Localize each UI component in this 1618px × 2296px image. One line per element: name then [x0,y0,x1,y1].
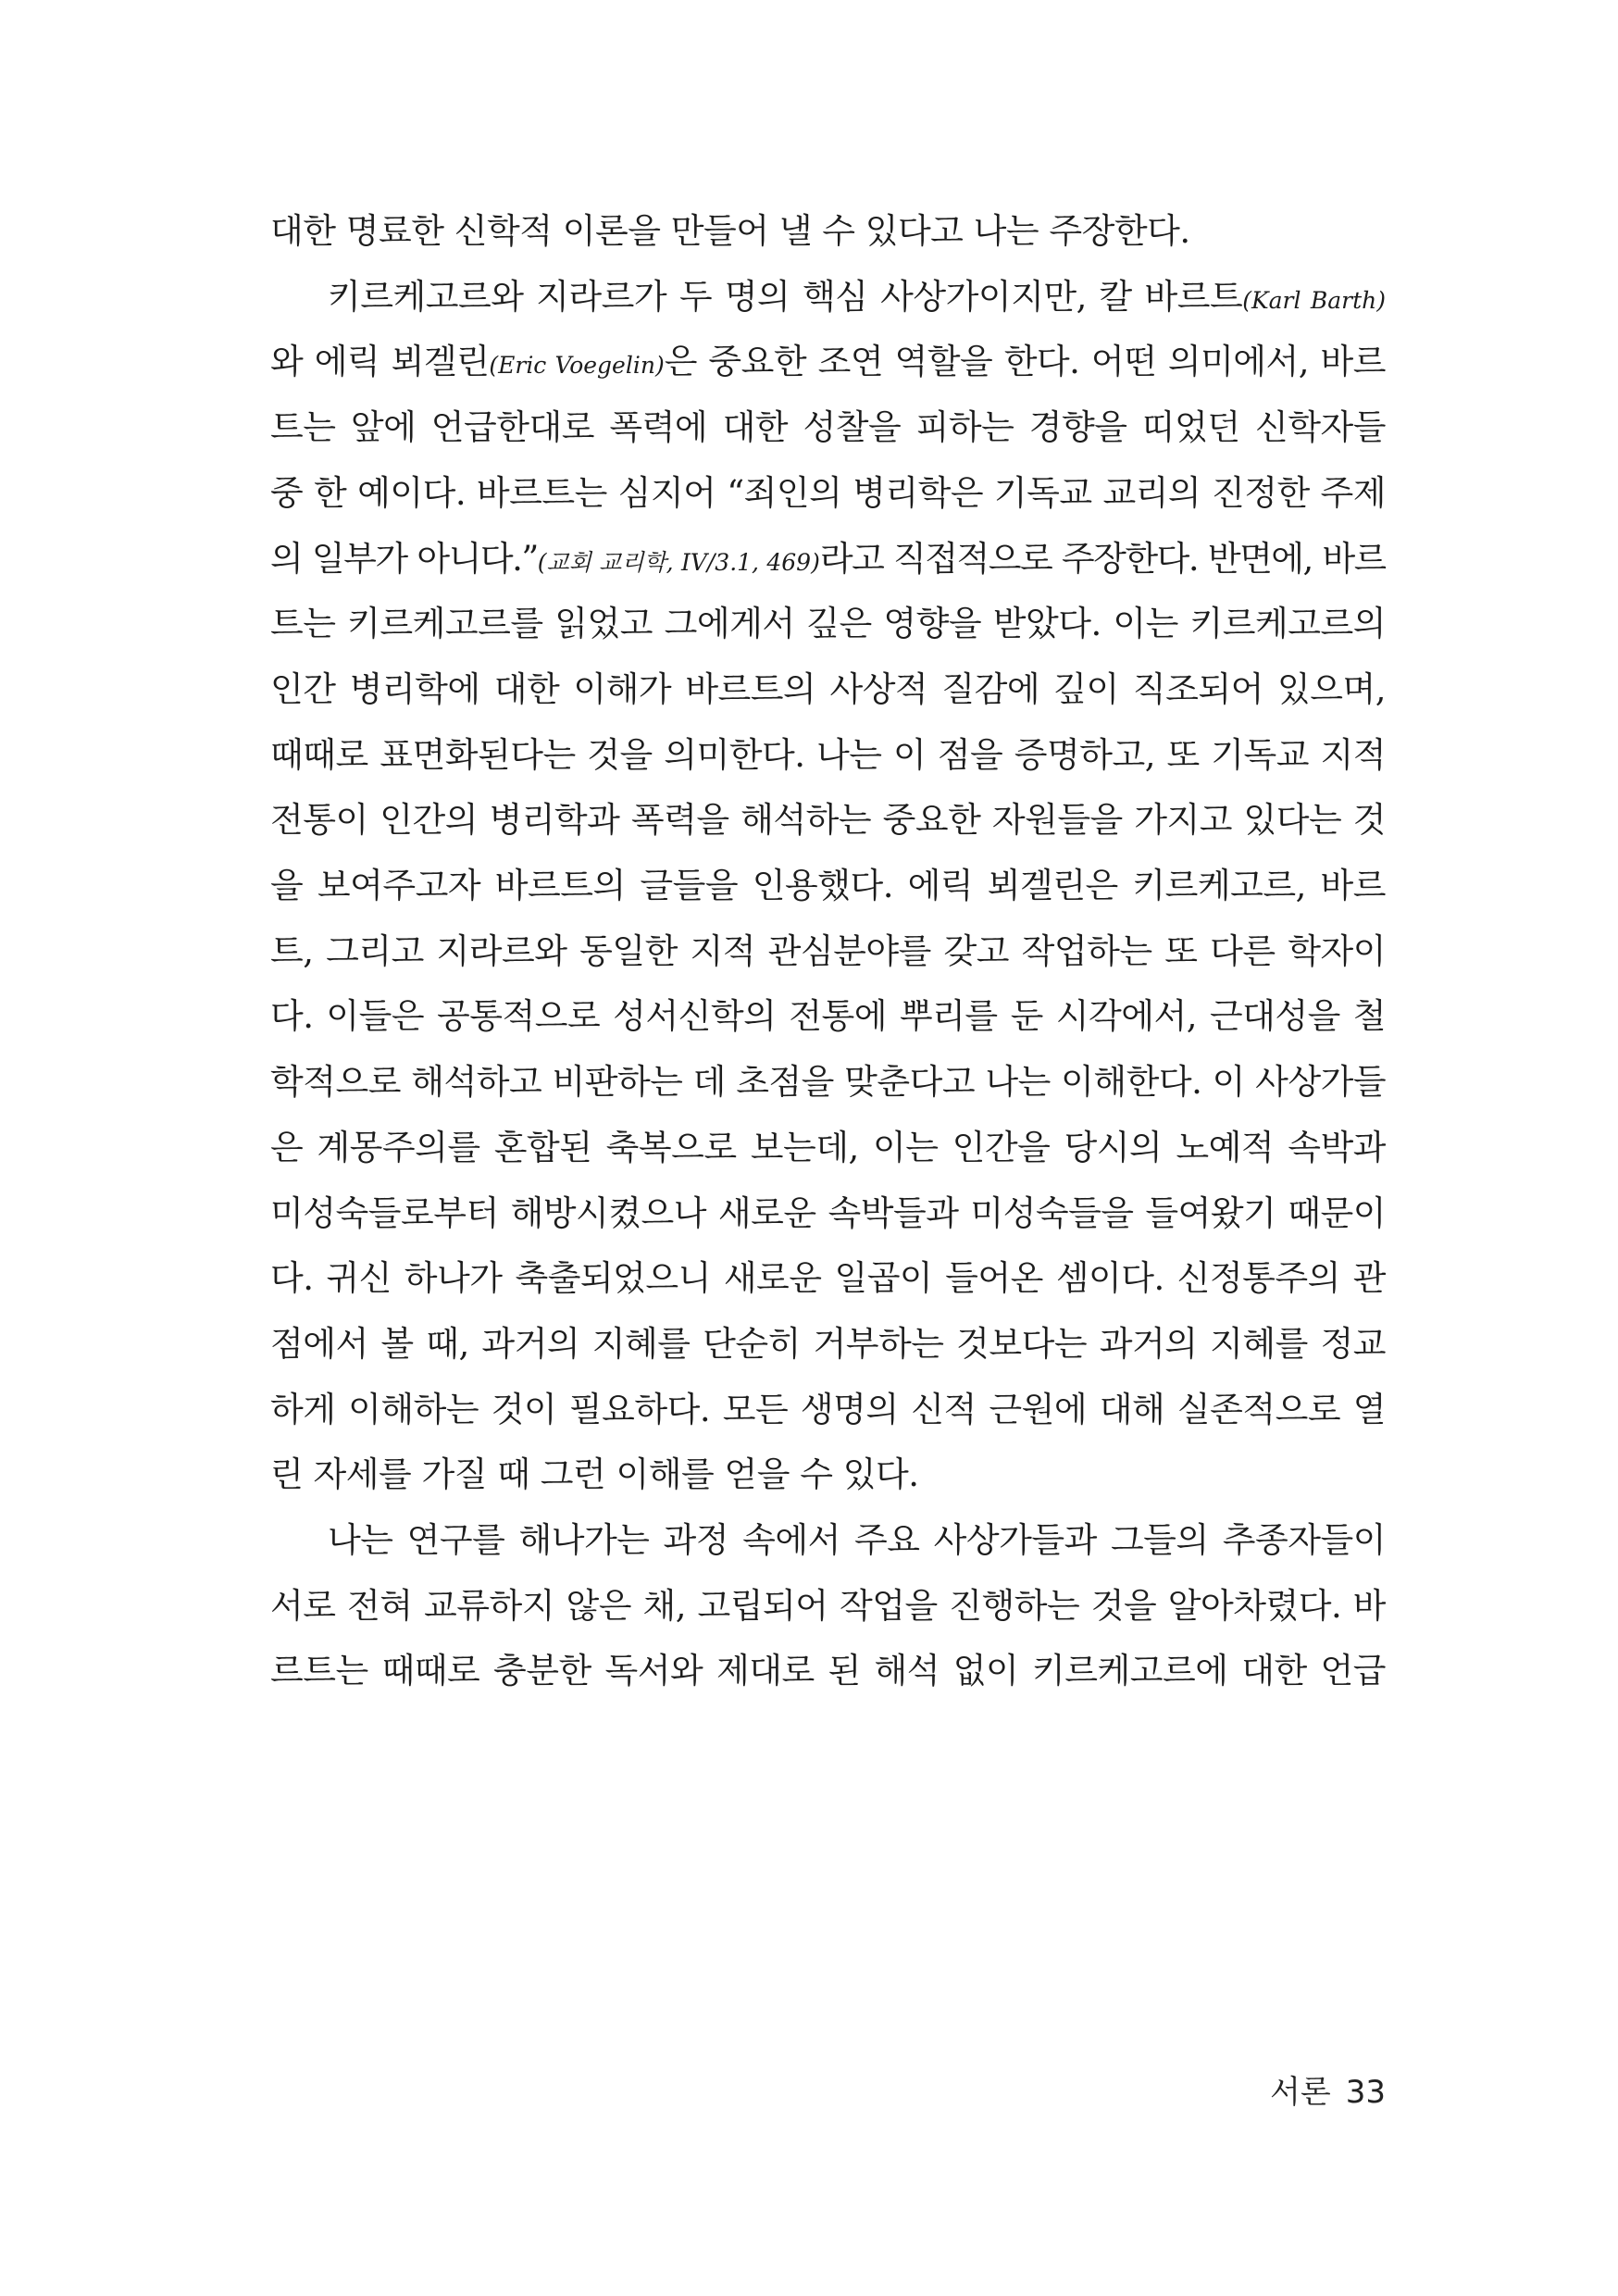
line-text: 을 보여주고자 바르트의 글들을 인용했다. 에릭 뵈겔린은 키르케고르, 바르 [270,866,1386,905]
running-footer [1270,2066,1386,2112]
line-text: 트는 앞에 언급한대로 폭력에 대한 성찰을 피하는 경향을 띠었던 신학자들 [270,407,1386,448]
line-text: 트는 키르케고르를 읽었고 그에게서 깊은 영향을 받았다. 이는 키르케고르의 [270,604,1386,644]
line-text: 키르케고르와 지라르가 두 명의 핵심 사상가이지만, 칼 바르트 [328,276,1243,317]
text-line [328,265,1386,330]
text-line [270,1181,1386,1246]
line-text: 다. 귀신 하나가 축출되었으니 새로운 일곱이 들어온 셈이다. 신정통주의 관 [270,1258,1386,1299]
line-text: 르트는 때때로 충분한 독서와 제대로 된 해석 없이 키르케고르에 대한 언급 [270,1651,1386,1691]
line-text: 트, 그리고 지라르와 동일한 지적 관심분야를 갖고 작업하는 또 다른 학자이 [270,930,1386,971]
line-text-continued: 은 중요한 조연 역할을 한다. 어떤 의미에서, 바르 [664,342,1386,382]
text-line [270,657,1386,722]
text-line [270,1639,1386,1703]
line-text: 중 한 예이다. 바르트는 심지어 “죄인의 병리학은 기독교 교리의 진정한 주제 [270,472,1386,513]
line-text: 서로 전혀 교류하지 않은 채, 고립되어 작업을 진행하는 것을 알아차렸다. 바 [270,1585,1386,1626]
section-title: 서론 [1270,2074,1331,2111]
text-line [270,854,1386,918]
text-line [270,1116,1386,1180]
text-line [270,1246,1386,1311]
line-text: 은 계몽주의를 혼합된 축복으로 보는데, 이는 인간을 당시의 노예적 속박과 [270,1127,1386,1167]
text-line [270,330,1386,394]
text-line [270,1050,1386,1115]
inline-citation: (Karl Barth) [1242,286,1386,314]
line-text: 다. 이들은 공통적으로 성서신학의 전통에 뿌리를 둔 시각에서, 근대성을 철 [270,996,1386,1037]
text-line [270,199,1386,264]
text-line [270,984,1386,1049]
line-text: 하게 이해하는 것이 필요하다. 모든 생명의 신적 근원에 대해 실존적으로 열 [270,1389,1386,1429]
line-text: 의 일부가 아니다.” [270,538,538,579]
text-line [270,1574,1386,1639]
line-text: 때때로 표면화된다는 것을 의미한다. 나는 이 점을 증명하고, 또 기독교 지적 [270,734,1386,775]
text-line [270,395,1386,460]
line-text: 미성숙들로부터 해방시켰으나 새로운 속박들과 미성숙들을 들여왔기 때문이 [270,1192,1386,1233]
inline-citation: (교회 교리학, IV/3.1, 469) [537,548,820,576]
text-line [270,723,1386,788]
text-line [270,592,1386,656]
line-text: 대한 명료한 신학적 이론을 만들어 낼 수 있다고 나는 주장한다. [270,211,1190,251]
page-number: 33 [1345,2074,1386,2111]
text-line [270,1442,1386,1507]
line-text: 나는 연구를 해나가는 과정 속에서 주요 사상가들과 그들의 추종자들이 [328,1520,1386,1560]
line-text: 린 자세를 가질 때 그런 이해를 얻을 수 있다. [270,1454,919,1495]
line-text: 전통이 인간의 병리학과 폭력을 해석하는 중요한 자원들을 가지고 있다는 것 [270,800,1386,841]
inline-citation: (Eric Voegelin) [489,352,665,380]
line-text: 와 에릭 뵈겔린 [270,342,490,382]
line-text: 인간 병리학에 대한 이해가 바르트의 사상적 질감에 깊이 직조되어 있으며, [270,668,1386,709]
text-line [270,1378,1386,1442]
line-text-continued: 라고 직접적으로 주장한다. 반면에, 바르 [819,538,1386,579]
text-line [270,1312,1386,1377]
text-line [270,788,1386,853]
line-text: 학적으로 해석하고 비판하는 데 초점을 맞춘다고 나는 이해한다. 이 사상가들 [270,1062,1386,1103]
text-line [270,919,1386,984]
text-line [328,1508,1386,1573]
text-line [270,461,1386,526]
line-text: 점에서 볼 때, 과거의 지혜를 단순히 거부하는 것보다는 과거의 지혜를 정교 [270,1323,1386,1364]
text-line [270,527,1386,592]
